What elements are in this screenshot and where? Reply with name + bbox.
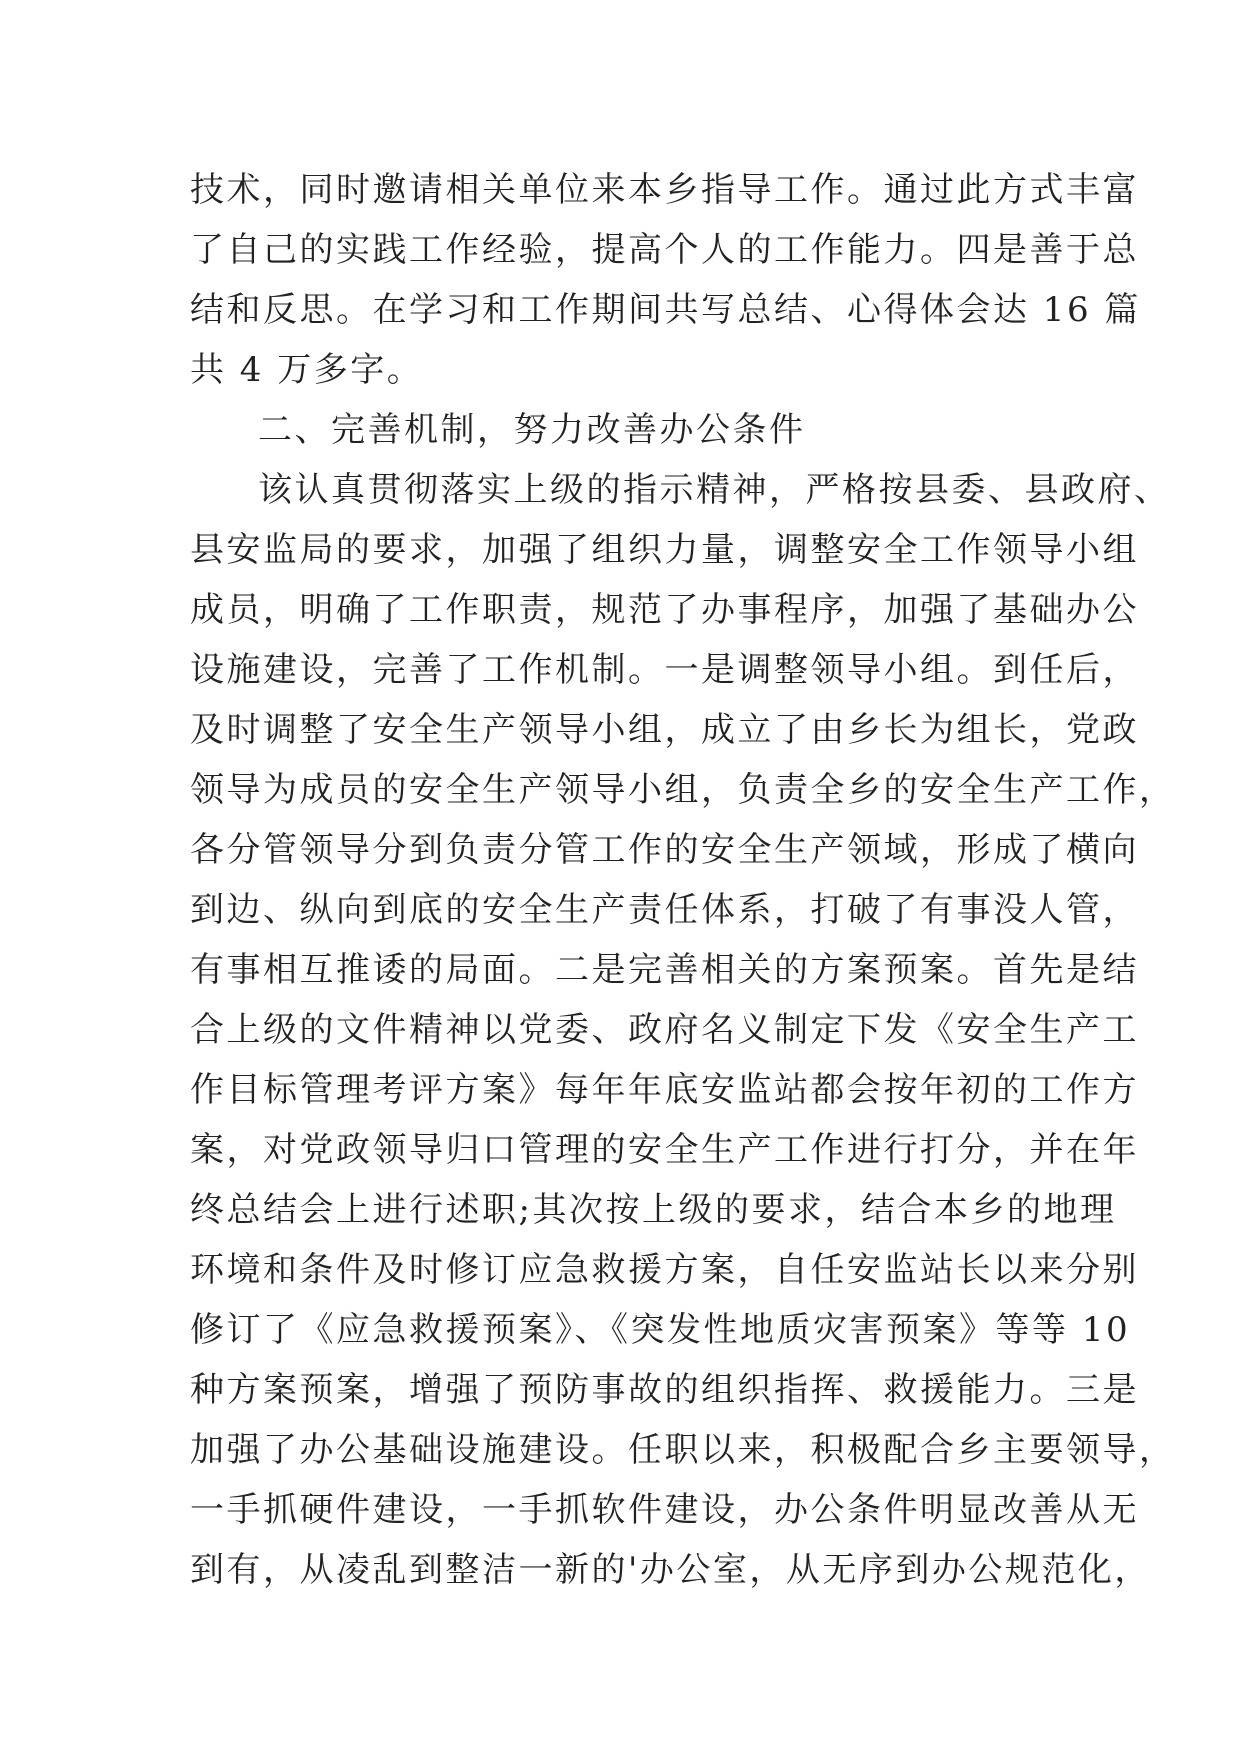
document-body [190, 160, 1176, 1600]
body-line: 成员，明确了工作职责，规范了办事程序，加强了基础办公 [190, 590, 1139, 630]
body-line: 到有，从凌乱到整洁一新的'办公室，从无序到办公规范化， [190, 1550, 1151, 1590]
body-line: 有事相互推诿的局面。二是完善相关的方案预案。首先是结 [190, 950, 1139, 990]
body-line: 种方案预案，增强了预防事故的组织指挥、救援能力。三是 [190, 1370, 1139, 1410]
body-line: 领导为成员的安全生产领导小组，负责全乡的安全生产工作， [190, 770, 1176, 810]
body-line: 加强了办公基础设施建设。任职以来，积极配合乡主要领导， [190, 1430, 1176, 1470]
body-line: 环境和条件及时修订应急救援方案，自任安监站长以来分别 [190, 1250, 1139, 1290]
body-line: 修订了《应急救援预案》、《突发性地质灾害预案》等等 10 [190, 1310, 1131, 1350]
body-line: 案，对党政领导归口管理的安全生产工作进行打分，并在年 [190, 1130, 1139, 1170]
body-line: 了自己的实践工作经验，提高个人的工作能力。四是善于总 [190, 230, 1139, 270]
body-line: 及时调整了安全生产领导小组，成立了由乡长为组长，党政 [190, 710, 1139, 750]
body-line: 到边、纵向到底的安全生产责任体系，打破了有事没人管， [190, 890, 1139, 930]
body-line: 设施建设，完善了工作机制。一是调整领导小组。到任后， [190, 650, 1139, 690]
body-line: 技术，同时邀请相关单位来本乡指导工作。通过此方式丰富 [190, 170, 1139, 210]
section-heading: 二、完善机制，努力改善办公条件 [258, 410, 806, 450]
body-line: 结和反思。在学习和工作期间共写总结、心得体会达 16 篇 [190, 290, 1141, 330]
body-line: 作目标管理考评方案》每年年底安监站都会按年初的工作方 [190, 1070, 1139, 1110]
body-line: 县安监局的要求，加强了组织力量，调整安全工作领导小组 [190, 530, 1139, 570]
body-line: 共 4 万多字。 [190, 350, 424, 390]
body-line: 终总结会上进行述职;其次按上级的要求，结合本乡的地理 [190, 1190, 1117, 1230]
body-line: 该认真贯彻落实上级的指示精神，严格按县委、县政府、 [258, 470, 1171, 510]
body-line: 各分管领导分到负责分管工作的安全生产领域，形成了横向 [190, 830, 1139, 870]
body-line: 合上级的文件精神以党委、政府名义制定下发《安全生产工 [190, 1010, 1139, 1050]
body-line: 一手抓硬件建设，一手抓软件建设，办公条件明显改善从无 [190, 1490, 1139, 1530]
